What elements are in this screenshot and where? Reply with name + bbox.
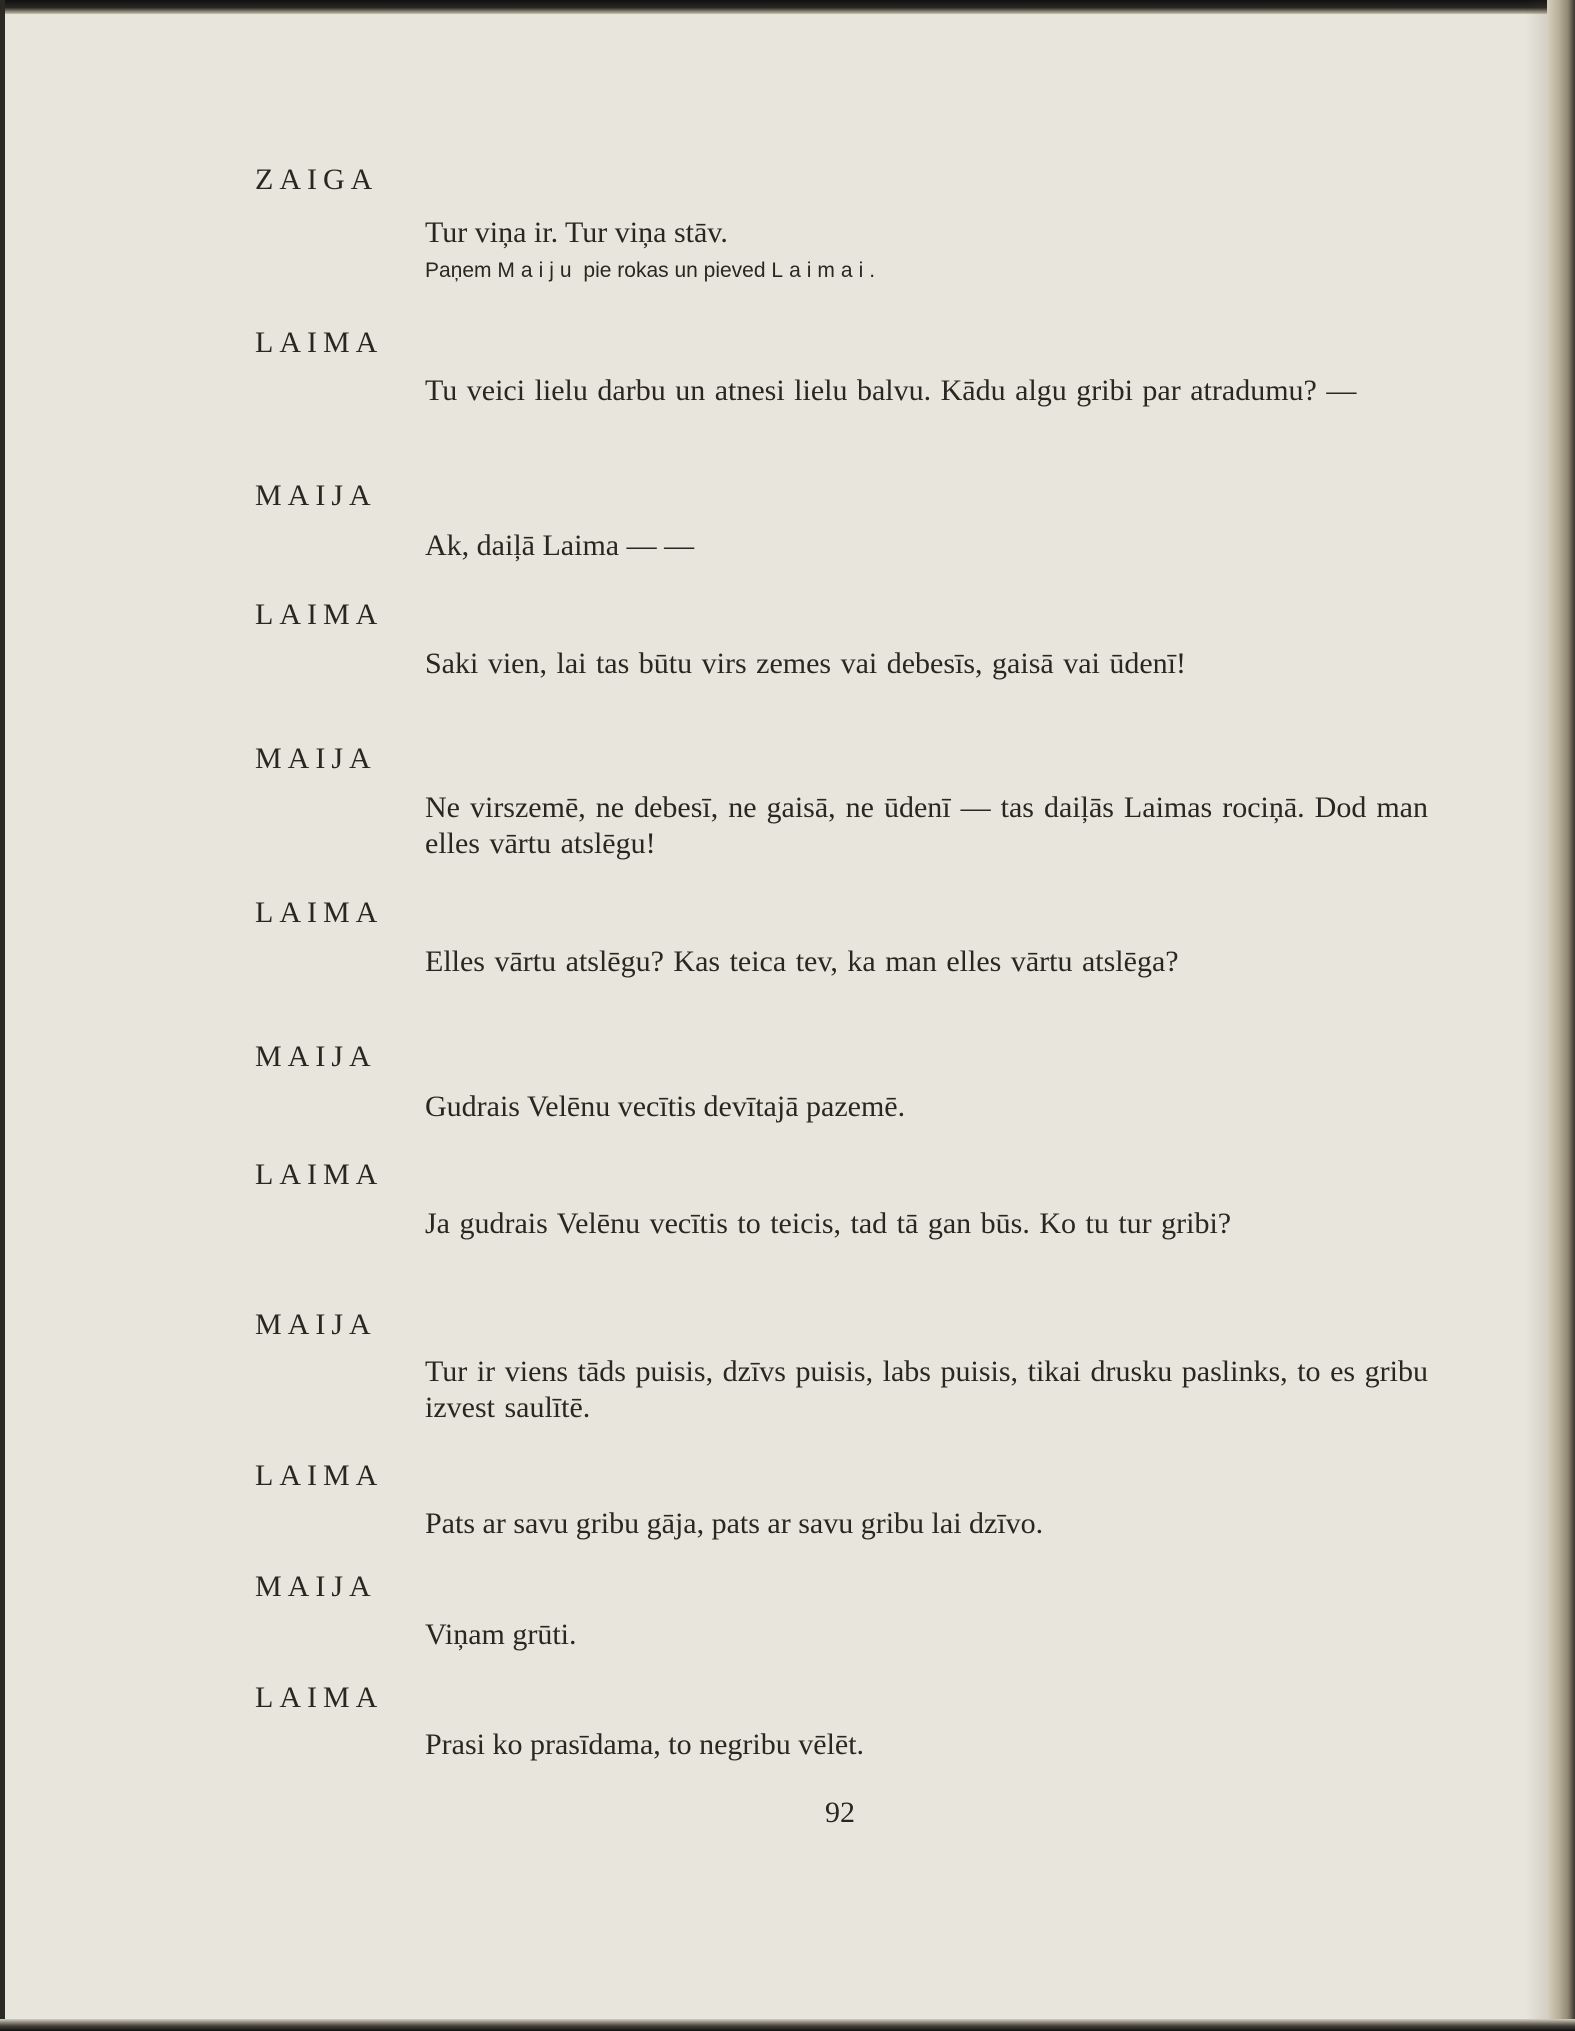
dialogue-line: Gudrais Velēnu vecītis devītajā pazemē.: [425, 1090, 906, 1123]
stage-direction: [425, 258, 875, 284]
stage-direction-middle: pie rokas un pieved: [583, 259, 766, 282]
page-number: 92: [825, 1796, 855, 1829]
dialogue-line: Elles vārtu atslēgu? Kas teica tev, ka man elles vārtu atslēga?: [425, 945, 1179, 978]
speaker-name: MAIJA: [255, 479, 377, 512]
dialogue-line: Ak, daiļā Laima — —: [425, 529, 695, 562]
speaker-name: MAIJA: [255, 1308, 377, 1341]
speaker-name: MAIJA: [255, 1040, 377, 1073]
dialogue-line: Viņam grūti.: [425, 1618, 577, 1651]
speaker-name: MAIJA: [255, 1570, 377, 1603]
speaker-name: ZAIGA: [255, 163, 379, 196]
speaker-name: LAIMA: [255, 1681, 384, 1714]
stage-direction-suffix: .: [869, 259, 876, 282]
speaker-name: LAIMA: [255, 326, 384, 359]
speaker-name: LAIMA: [255, 1158, 384, 1191]
dialogue-line: Tur viņa ir. Tur viņa stāv.: [425, 216, 728, 249]
dialogue-line: Ne virszemē, ne debesī, ne gaisā, ne ūdenī — tas daiļās Laimas rociņā. Dod man elles vārtu atslēgu!: [425, 791, 1428, 860]
dialogue-line: Tur ir viens tāds puisis, dzīvs puisis, labs puisis, tikai drusku paslinks, to es gribu izvest saulītē.: [425, 1355, 1428, 1424]
stage-direction-name: Laimai: [771, 259, 870, 282]
speaker-name: LAIMA: [255, 598, 384, 631]
dialogue-line: Pats ar savu gribu gāja, pats ar savu gribu lai dzīvo.: [425, 1507, 1044, 1540]
stage-direction-name: Maiju: [497, 259, 578, 282]
dialogue-line: Ja gudrais Velēnu vecītis to teicis, tad tā gan būs. Ko tu tur gribi?: [425, 1207, 1232, 1240]
speaker-name: LAIMA: [255, 896, 384, 929]
dialogue-line: Tu veici lielu darbu un atnesi lielu balvu. Kādu algu gribi par atradumu? —: [425, 374, 1357, 407]
speaker-name: LAIMA: [255, 1459, 384, 1492]
dialogue-line: Saki vien, lai tas būtu virs zemes vai debesīs, gaisā vai ūdenī!: [425, 647, 1186, 680]
dialogue-line: Prasi ko prasīdama, to negribu vēlēt.: [425, 1728, 865, 1761]
stage-direction-prefix: Paņem: [425, 259, 492, 282]
speaker-name: MAIJA: [255, 742, 377, 775]
